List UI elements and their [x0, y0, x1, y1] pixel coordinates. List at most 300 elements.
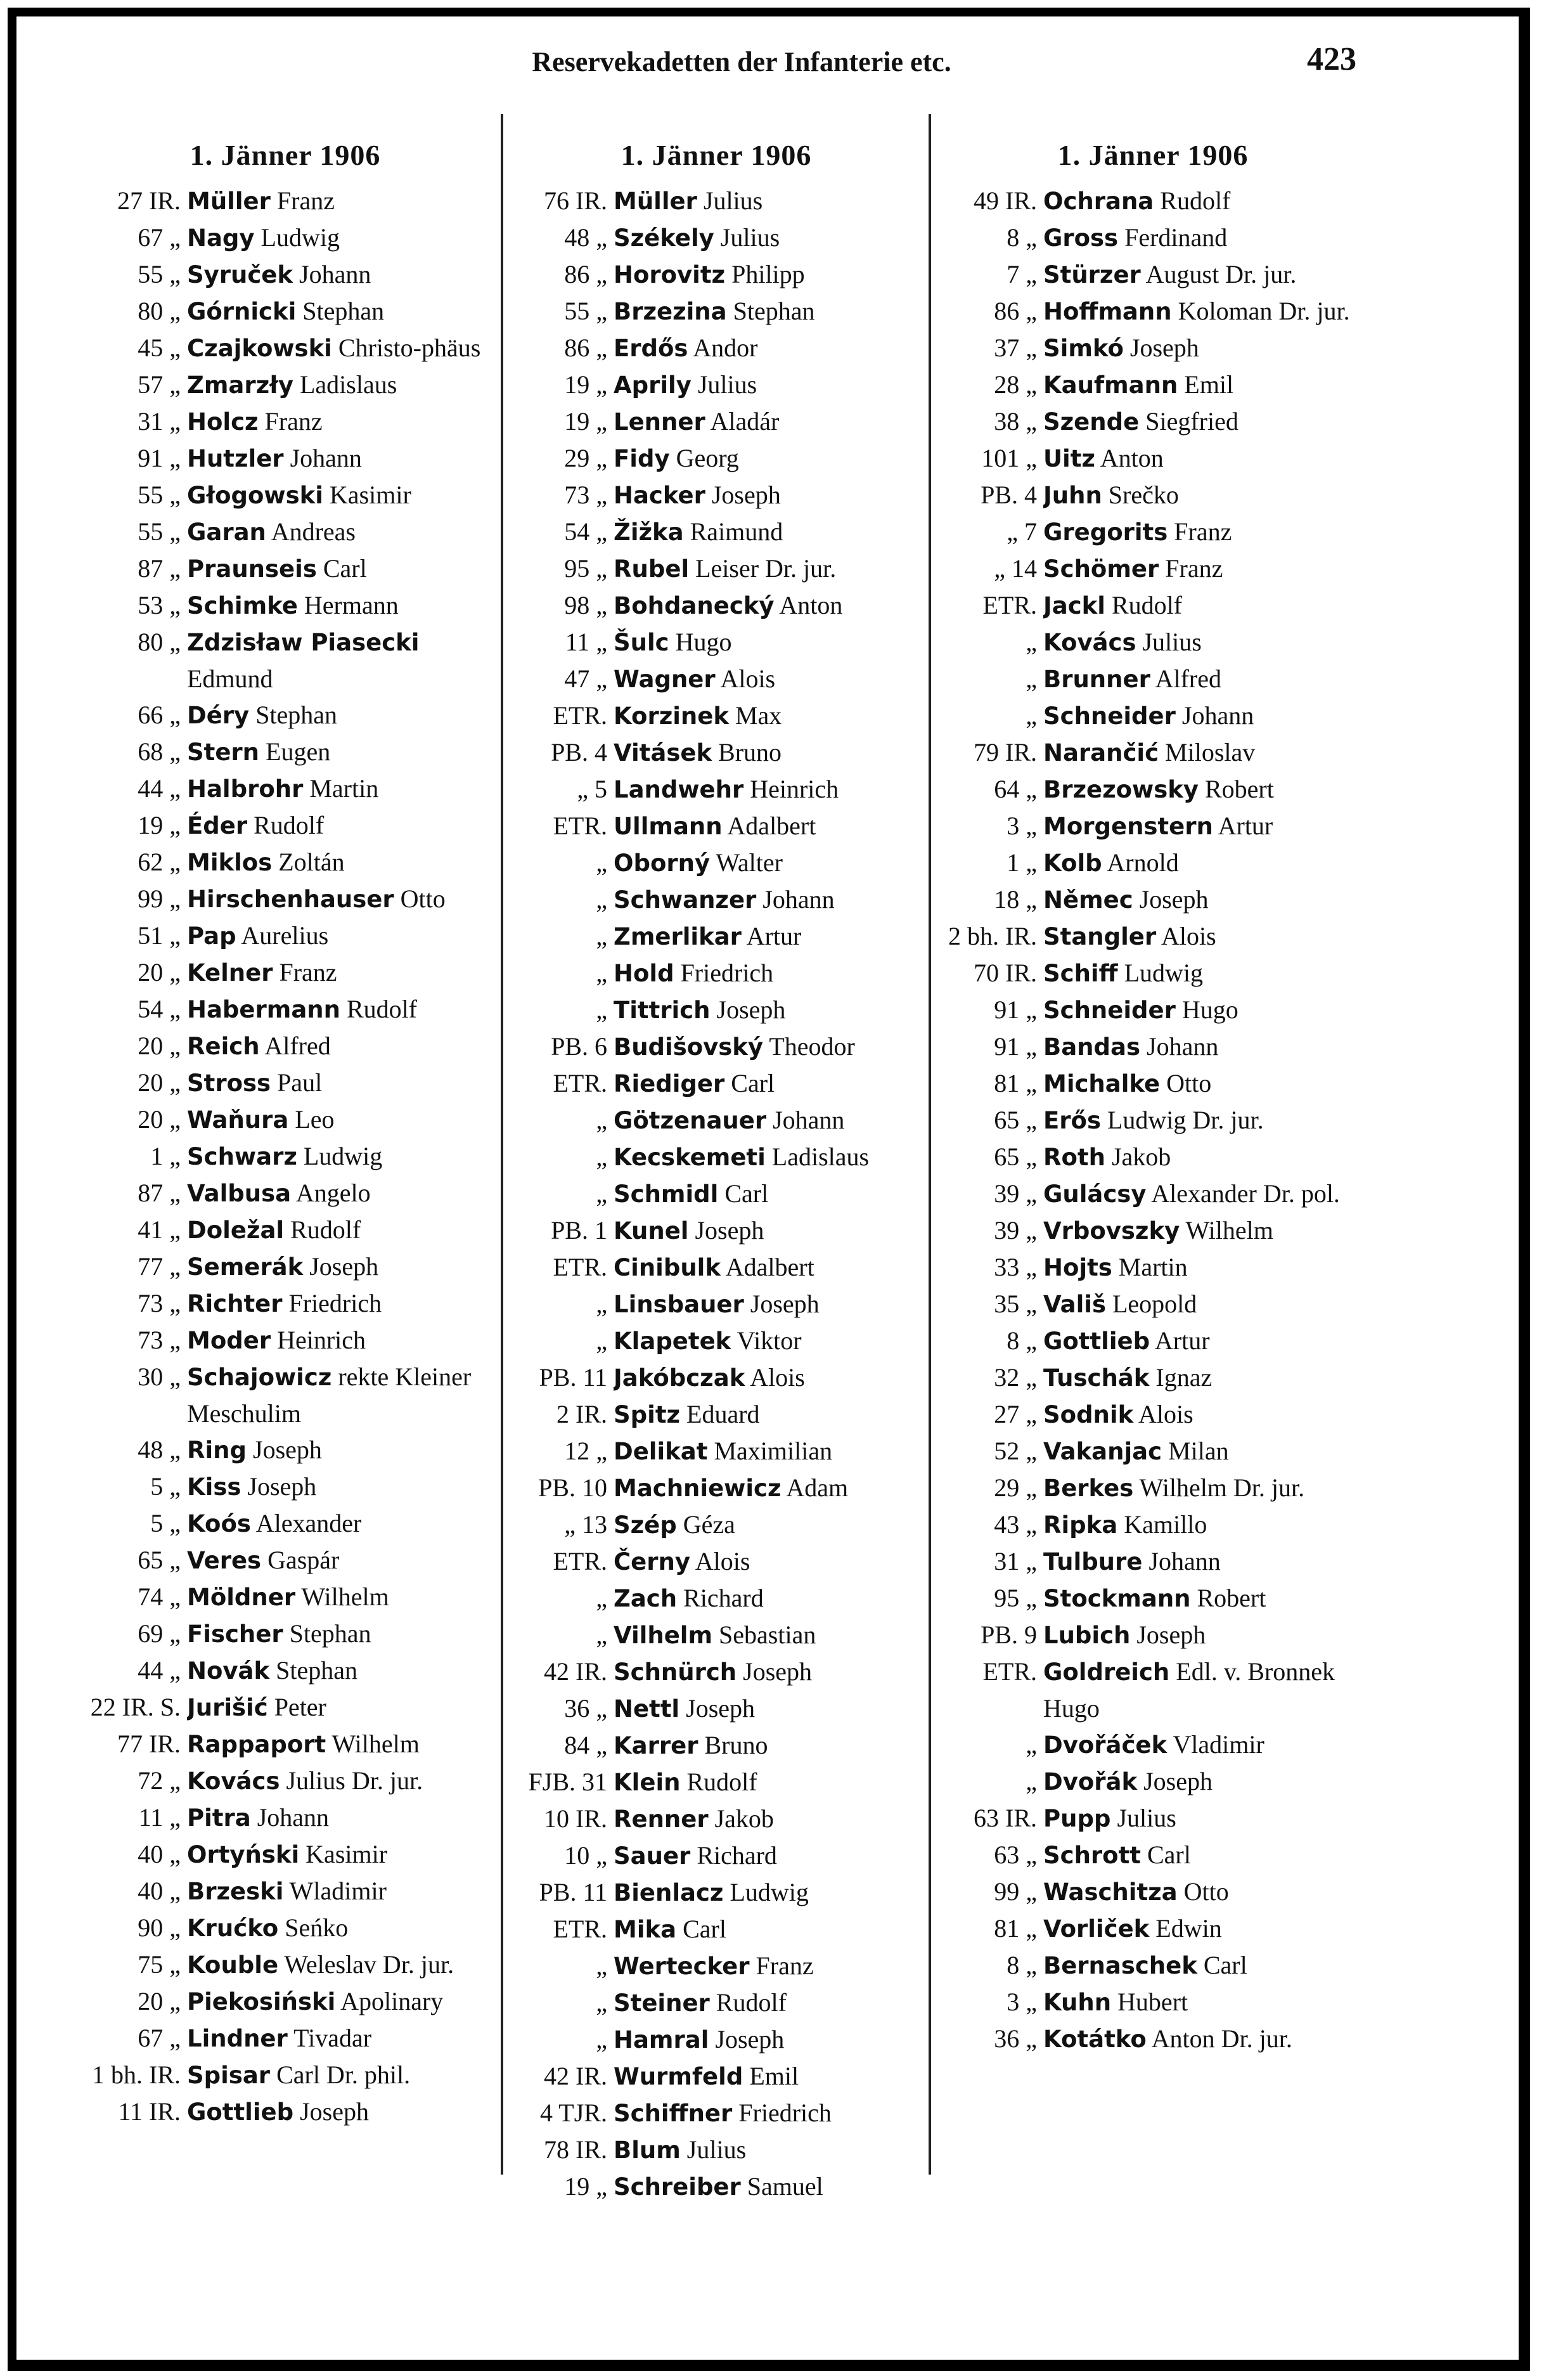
given-name: Gaspár	[267, 1546, 340, 1574]
given-name: Hugo	[675, 628, 732, 656]
given-name: Hermann	[304, 591, 399, 619]
surname: Pap	[187, 922, 236, 950]
person-name	[614, 1948, 925, 1984]
unit-label: ETR.	[553, 1915, 607, 1943]
person-name	[614, 1764, 925, 1801]
list-item	[79, 1505, 491, 1542]
person-name	[614, 624, 925, 661]
given-name: Siegfried	[1145, 407, 1238, 436]
given-name: Jakob	[1111, 1142, 1171, 1171]
surname: Jakóbczak	[614, 1364, 745, 1392]
unit-label: 36 „	[564, 1694, 607, 1723]
person-name	[1043, 183, 1369, 219]
person-name	[614, 256, 925, 293]
unit-label: 44 „	[138, 1656, 181, 1685]
list-item	[937, 1470, 1369, 1506]
surname: Kunel	[614, 1217, 689, 1245]
surname: Steiner	[614, 1989, 710, 2017]
person-name	[1043, 734, 1369, 771]
surname: Doležal	[187, 1217, 285, 1244]
surname: Goldreich	[1043, 1659, 1170, 1686]
surname: Ochrana	[1043, 188, 1154, 215]
given-name: Andreas	[271, 517, 356, 546]
surname: Müller	[187, 188, 271, 215]
unit-label: „	[596, 959, 607, 987]
person-name	[614, 1727, 925, 1764]
unit-label: 99 „	[994, 1877, 1037, 1906]
list-item	[937, 1286, 1369, 1323]
list-item	[79, 697, 491, 734]
surname: Hacker	[614, 482, 705, 509]
unit-label: 74 „	[138, 1582, 181, 1611]
given-name: Carl	[1147, 1840, 1191, 1869]
surname: Horovitz	[614, 261, 726, 288]
person-name	[1043, 1800, 1369, 1837]
given-name: Leopold	[1112, 1290, 1197, 1318]
surname: Narančić	[1043, 739, 1159, 766]
surname: Zdzisław Piasecki	[187, 629, 420, 656]
given-name: Vladimir	[1173, 1730, 1264, 1759]
unit-label: 55 „	[138, 517, 181, 546]
person-name	[1043, 550, 1369, 587]
surname: Szép	[614, 1511, 677, 1539]
unit-label: ETR.	[553, 812, 607, 840]
surname: Kelner	[187, 959, 273, 986]
unit-label: 52 „	[994, 1437, 1037, 1465]
person-name	[1043, 661, 1369, 697]
surname: Kouble	[187, 1951, 279, 1979]
unit-label: PB. 4	[981, 481, 1037, 509]
surname: Gottlieb	[187, 2099, 294, 2126]
surname: Schwarz	[187, 1143, 297, 1170]
list-item	[507, 477, 925, 514]
surname: Schiff	[1043, 960, 1118, 987]
list-item	[507, 514, 925, 550]
unit-label: 69 „	[138, 1619, 181, 1648]
person-name	[614, 330, 925, 366]
person-name	[1043, 1212, 1369, 1249]
person-name	[1043, 1506, 1369, 1543]
surname: Wagner	[614, 666, 716, 693]
unit-label: 20 „	[138, 1105, 181, 1134]
unit-label: „	[596, 1584, 607, 1612]
surname: Schnürch	[614, 1659, 737, 1686]
surname: Němec	[1043, 886, 1133, 914]
list-item	[79, 366, 491, 403]
entry-list	[507, 183, 925, 2205]
person-name	[1043, 293, 1369, 330]
list-item	[79, 1064, 491, 1101]
unit-label: PB. 1	[551, 1216, 607, 1245]
surname: Halbrohr	[187, 775, 304, 803]
unit-label: 55 „	[564, 297, 607, 325]
list-item	[507, 1543, 925, 1580]
person-name	[187, 1799, 491, 1836]
surname: Žižka	[614, 519, 684, 546]
unit-label: 41 „	[138, 1215, 181, 1244]
person-name	[1043, 1873, 1369, 1910]
person-name	[1043, 1286, 1369, 1323]
unit-label: ETR.	[982, 1657, 1037, 1686]
surname: Kotátko	[1043, 2026, 1147, 2053]
person-name	[614, 1286, 925, 1323]
surname: Aprily	[614, 372, 692, 399]
unit-label: 72 „	[138, 1766, 181, 1795]
unit-label: „	[596, 1326, 607, 1355]
person-name	[187, 1064, 491, 1101]
given-name: Paul	[277, 1068, 323, 1097]
person-name	[614, 183, 925, 219]
list-item	[79, 514, 491, 550]
person-name	[614, 1396, 925, 1433]
unit-label: „	[596, 1620, 607, 1649]
surname: Vališ	[1043, 1291, 1106, 1318]
list-item	[79, 1615, 491, 1652]
surname: Schömer	[1043, 555, 1159, 583]
surname: Jackl	[1043, 592, 1105, 619]
person-name	[187, 807, 491, 844]
person-name	[1043, 1359, 1369, 1396]
person-name	[614, 1690, 925, 1727]
given-name: August Dr. jur.	[1145, 260, 1297, 288]
person-name	[187, 770, 491, 807]
surname: Vorliček	[1043, 1915, 1150, 1943]
unit-label: 11 „	[138, 1803, 181, 1832]
list-item	[79, 1212, 491, 1248]
surname: Cinibulk	[614, 1254, 721, 1281]
surname: Zmerlikar	[614, 923, 742, 950]
unit-label: 39 „	[994, 1179, 1037, 1208]
given-name: Artur	[1218, 812, 1273, 840]
unit-label: „	[596, 1179, 607, 1208]
surname: Kolb	[1043, 850, 1102, 877]
surname: Černy	[614, 1548, 690, 1575]
given-name: Emil	[1184, 370, 1234, 399]
given-name: Joseph	[686, 1694, 756, 1723]
given-name: Joseph	[309, 1252, 379, 1281]
surname: Oborný	[614, 850, 711, 877]
surname: Semerák	[187, 1253, 304, 1281]
unit-label: 20 „	[138, 958, 181, 986]
unit-label: 22 IR. S.	[90, 1693, 181, 1721]
list-item	[507, 440, 925, 477]
unit-label: 20 „	[138, 1068, 181, 1097]
unit-label: 38 „	[994, 407, 1037, 436]
person-name	[614, 1359, 925, 1396]
list-item	[507, 1911, 925, 1948]
list-item	[507, 1653, 925, 1690]
surname: Bienlacz	[614, 1879, 724, 1906]
list-item	[937, 403, 1369, 440]
given-name: Anton	[779, 591, 843, 619]
person-name	[1043, 1653, 1369, 1726]
surname: Gross	[1043, 224, 1119, 252]
list-item	[79, 770, 491, 807]
list-item	[79, 1689, 491, 1726]
given-name: Emil	[749, 2062, 799, 2090]
unit-label: 80 „	[138, 628, 181, 656]
person-name	[1043, 403, 1369, 440]
surname: Hoffmann	[1043, 298, 1172, 325]
unit-label: PB. 10	[538, 1473, 607, 1502]
list-item	[507, 1948, 925, 1984]
list-item	[937, 1763, 1369, 1800]
surname: Koós	[187, 1510, 251, 1537]
surname: Dvořáček	[1043, 1731, 1168, 1759]
given-name: Franz	[276, 186, 335, 215]
given-name: Stephan	[289, 1619, 371, 1648]
unit-label: „	[596, 885, 607, 914]
person-name	[1043, 256, 1369, 293]
unit-label: „	[596, 922, 607, 950]
given-name: Martin	[1118, 1253, 1188, 1281]
person-name	[614, 2058, 925, 2095]
surname: Stross	[187, 1070, 271, 1097]
person-name	[1043, 1837, 1369, 1873]
given-name: Zoltán	[278, 848, 345, 876]
unit-label: 99 „	[138, 884, 181, 913]
person-name	[187, 1689, 491, 1726]
list-item	[937, 918, 1369, 955]
list-item	[507, 1984, 925, 2021]
given-name: Ignaz	[1155, 1363, 1213, 1392]
list-item	[79, 1652, 491, 1689]
surname: Lindner	[187, 2025, 288, 2052]
unit-label: 5 „	[150, 1472, 181, 1501]
list-item	[937, 1837, 1369, 1873]
unit-label: 31 „	[138, 407, 181, 436]
given-name: Hubert	[1117, 1988, 1188, 2016]
given-name: Joseph	[716, 995, 786, 1024]
given-name: Arnold	[1107, 848, 1179, 877]
given-name: Stephan	[255, 701, 338, 729]
person-name	[187, 1542, 491, 1579]
given-name: Adalbert	[725, 1253, 814, 1281]
given-name: Kasimir	[306, 1840, 388, 1868]
surname: Wurmfeld	[614, 2063, 743, 2090]
given-name: Joseph	[300, 2097, 369, 2126]
list-item	[507, 1690, 925, 1727]
unit-label: 67 „	[138, 2024, 181, 2052]
given-name: Walter	[716, 848, 783, 877]
person-name	[614, 2095, 925, 2131]
surname: Karrer	[614, 1732, 698, 1759]
list-item	[937, 1800, 1369, 1837]
person-name	[187, 1285, 491, 1322]
person-name	[614, 550, 925, 587]
given-name: Anton	[1100, 444, 1164, 472]
list-item	[937, 219, 1369, 256]
person-name	[187, 1212, 491, 1248]
unit-label: 8 „	[1007, 1326, 1037, 1355]
person-name	[1043, 955, 1369, 992]
given-name: Friedrich	[680, 959, 774, 987]
person-name	[187, 1505, 491, 1542]
list-item	[79, 807, 491, 844]
surname: Kaufmann	[1043, 372, 1178, 399]
person-name	[187, 2057, 491, 2093]
surname: Stockmann	[1043, 1585, 1191, 1612]
unit-label: 65 „	[994, 1142, 1037, 1171]
surname: Gulácsy	[1043, 1180, 1147, 1208]
list-item	[507, 1359, 925, 1396]
unit-label: 64 „	[994, 775, 1037, 803]
list-item	[79, 440, 491, 477]
surname: Pitra	[187, 1804, 251, 1832]
unit-label: 84 „	[564, 1731, 607, 1759]
unit-label: 55 „	[138, 481, 181, 509]
list-item	[507, 1837, 925, 1874]
list-item	[507, 1727, 925, 1764]
unit-label: 12 „	[564, 1437, 607, 1465]
list-item	[507, 1212, 925, 1249]
list-item	[79, 1432, 491, 1468]
person-name	[1043, 1065, 1369, 1102]
person-name	[1043, 844, 1369, 881]
person-name	[614, 514, 925, 550]
unit-label: 98 „	[564, 591, 607, 619]
unit-label: 18 „	[994, 885, 1037, 914]
person-name	[614, 1433, 925, 1470]
surname: Jurišić	[187, 1694, 268, 1721]
person-name	[614, 403, 925, 440]
person-name	[1043, 808, 1369, 844]
unit-label: 95 „	[994, 1584, 1037, 1612]
unit-label: 2 bh. IR.	[948, 922, 1037, 950]
given-name: Heinrich	[750, 775, 839, 803]
list-item	[507, 1470, 925, 1506]
surname: Nagy	[187, 224, 255, 252]
surname: Ullmann	[614, 813, 723, 840]
person-name	[1043, 1910, 1369, 1947]
surname: Klein	[614, 1769, 681, 1796]
list-item	[937, 1580, 1369, 1617]
list-item	[937, 1323, 1369, 1359]
surname: Klapetek	[614, 1328, 731, 1355]
list-item	[937, 1359, 1369, 1396]
person-name	[187, 256, 491, 293]
person-name	[614, 1653, 925, 1690]
surname: Schwanzer	[614, 886, 757, 914]
person-name	[1043, 587, 1369, 624]
given-name: Johann	[299, 260, 371, 288]
given-name: Wilhelm	[301, 1582, 389, 1611]
given-name: Edl. v. Bronnek Hugo	[1043, 1657, 1335, 1723]
list-item	[507, 661, 925, 697]
surname: Budišovský	[614, 1033, 764, 1061]
given-name: Christo-phäus	[338, 333, 481, 362]
unit-label: 35 „	[994, 1290, 1037, 1318]
list-item	[79, 844, 491, 881]
person-name	[187, 219, 491, 256]
column-divider	[501, 114, 503, 2175]
person-name	[614, 734, 925, 771]
person-name	[1043, 514, 1369, 550]
given-name: Edwin	[1155, 1914, 1222, 1943]
person-name	[614, 697, 925, 734]
list-item	[507, 219, 925, 256]
unit-label: 30 „	[138, 1362, 181, 1391]
surname: Lubich	[1043, 1622, 1131, 1649]
person-name	[614, 1175, 925, 1212]
person-name	[187, 1432, 491, 1468]
list-item	[79, 183, 491, 219]
surname: Sodnik	[1043, 1401, 1134, 1428]
list-item	[79, 881, 491, 917]
given-name: Julius	[1142, 628, 1202, 656]
unit-label: 4 TJR.	[540, 2099, 607, 2127]
given-name: Georg	[676, 444, 739, 472]
unit-label: „	[1026, 628, 1037, 656]
given-name: Ludwig	[261, 223, 340, 252]
list-item	[79, 1542, 491, 1579]
surname: Vitásek	[614, 739, 712, 766]
unit-label: 80 „	[138, 297, 181, 325]
unit-label: 73 „	[138, 1326, 181, 1354]
surname: Spitz	[614, 1401, 681, 1428]
given-name: Julius Dr. jur.	[286, 1766, 423, 1795]
person-name	[1043, 881, 1369, 918]
person-name	[187, 1138, 491, 1175]
person-name	[614, 1617, 925, 1653]
unit-label: 70 IR.	[974, 959, 1037, 987]
person-name	[187, 2020, 491, 2057]
list-item	[79, 477, 491, 514]
given-name: Philipp	[731, 260, 805, 288]
list-item	[507, 293, 925, 330]
person-name	[187, 183, 491, 219]
list-item	[937, 1947, 1369, 1984]
given-name: Tivadar	[293, 2024, 372, 2052]
surname: Schneider	[1043, 997, 1176, 1024]
list-item	[79, 1468, 491, 1505]
person-name	[614, 1580, 925, 1617]
list-item	[507, 587, 925, 624]
unit-label: 42 IR.	[544, 1657, 607, 1686]
list-item	[507, 955, 925, 992]
given-name: Sebastian	[719, 1620, 816, 1649]
given-name: Ludwig	[1124, 959, 1204, 987]
surname: Ripka	[1043, 1511, 1118, 1539]
person-name	[187, 881, 491, 917]
given-name: Leiser Dr. jur.	[695, 554, 837, 583]
surname: Moder	[187, 1327, 271, 1354]
list-item	[507, 2095, 925, 2131]
person-name	[187, 624, 491, 697]
list-item	[937, 330, 1369, 366]
list-item	[937, 587, 1369, 624]
unit-label: 33 „	[994, 1253, 1037, 1281]
unit-label: 3 „	[1007, 812, 1037, 840]
list-item	[507, 330, 925, 366]
unit-label: 81 „	[994, 1069, 1037, 1097]
list-item	[79, 2057, 491, 2093]
unit-label: 48 „	[138, 1435, 181, 1464]
surname: Wertecker	[614, 1953, 750, 1980]
given-name: Julius	[720, 223, 780, 252]
person-name	[1043, 1249, 1369, 1286]
unit-label: 37 „	[994, 333, 1037, 362]
surname: Habermann	[187, 996, 340, 1023]
unit-label: 81 „	[994, 1914, 1037, 1943]
list-item	[507, 1139, 925, 1175]
list-item	[79, 2093, 491, 2130]
person-name	[614, 2168, 925, 2205]
given-name: Alois	[1138, 1400, 1193, 1428]
list-item	[937, 440, 1369, 477]
surname: Schajowicz	[187, 1364, 332, 1391]
column-1	[79, 133, 491, 2130]
